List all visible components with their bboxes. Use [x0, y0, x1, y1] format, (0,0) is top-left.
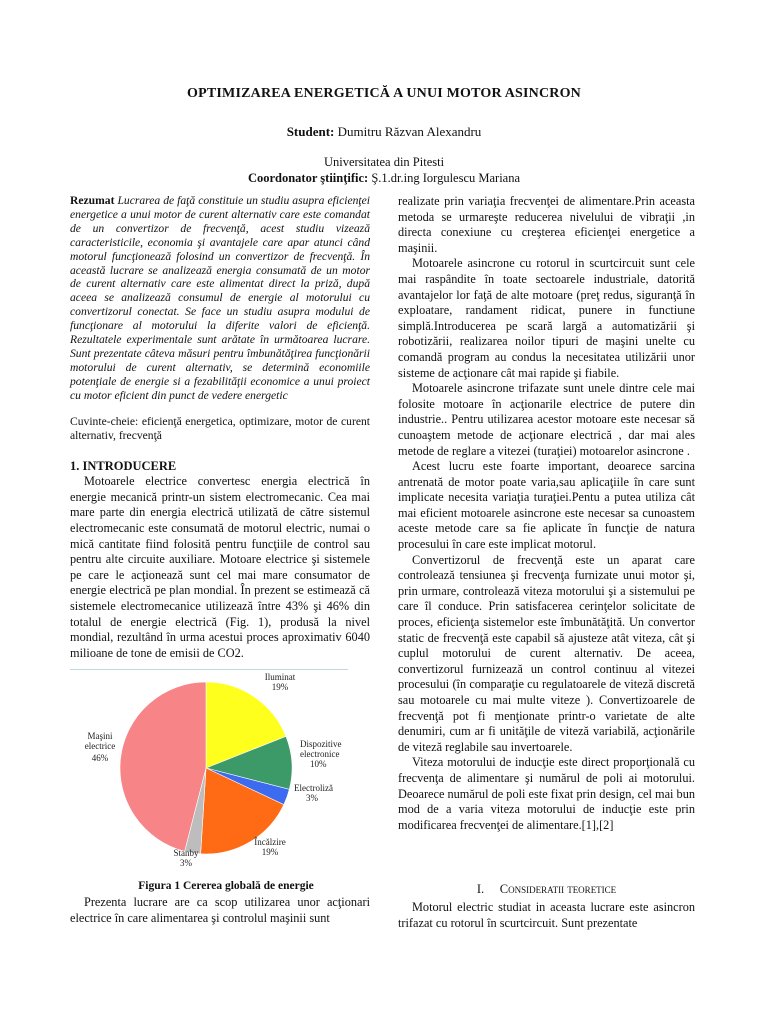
section2-title: Consideratii teoretice [499, 882, 617, 896]
keywords: Cuvinte-cheie: eficienţă energetica, optimizare, motor de curent alternativ, frecvenţă [70, 414, 370, 442]
left-column [70, 194, 370, 661]
label-iluminat-name: Iluminat [264, 672, 296, 682]
purpose-paragraph: Prezenta lucrare are ca scop utilizarea unor acţionari electrice în care alimentarea şi controlul maşinii sunt [70, 895, 370, 925]
label-dispozitive-value: 10% [310, 759, 327, 769]
label-electroliza-name: Electroliză [294, 783, 333, 793]
label-stanby-name: Stanby [173, 848, 199, 858]
label-dispozitive-line1: Dispozitive [300, 739, 342, 749]
section-heading-introducere: 1. INTRODUCERE [70, 458, 177, 473]
speed-paragraph: Viteza motorului de inducţie este direct proporţională cu frecvenţa de alimentare şi numărul de poli ai motorului. Deoarece numărul de poli este fixat prin design, cel mai bun mod de a varia viteza motorului de inducţie este prin modificarea frecvenţei de alimentare.[1],[2] [398, 755, 695, 832]
energy-pie-chart [70, 672, 382, 872]
intro-paragraph: Motoarele electrice convertesc energia electrică în energie mecanică printr-un sistem electromecanic. Cea mai mare parte din energia electrică utilizată de către sistemul electromecanic este consumată de motorul electric, numai o mică cantitate fiind folosită pentru funcţiile de control sau pentru alte circuite auxiliare. Motoare electrice şi sistemele pe care le acţionează sunt cel mai mare consumator de energie electrică pe plan mondial. În prezent se estimează că sistemele electromecanice utilizează între 43% şi 46% din totalul de energie electrică (Fig. 1), produsă la nivel mondial, rezultând în urma acestui proces aproximativ 6040 milioane de tone de emisii de CO2. [70, 474, 370, 660]
section2-number: I. [476, 882, 485, 896]
coordinator-label: Coordonator ştiinţific: [247, 171, 369, 185]
abstract-text: Lucrarea de faţă constituie un studiu asupra eficienţei energetice a unui motor de curent alternativ care este comandat de un convertizor de frecvenţă, acest studiu vizează caracteristicile, economia şi avantajele care apar atunci când motorul funcţionează folosind un convertizor de frecvenţă. În această lucrare se analizează energia consumată de un motor de curent alternativ care este alimentat direct la priză, după aceea se analizează consumul de energie al motorului cu convertizorul conectat. Se face un studiu asupra modului de funcţionare al motorului la diferite valori de eficienţă. Rezultatele experimentale sunt arătate în următoarea lucrare. Sunt prezentate câteva măsuri pentru îmbunătăţirea funcţionării motorului de curent alternativ, se determină economiile potenţiale de energie si a fezabilităţii economice a unui proiect cu motor eficient din punct de vedere energetic [70, 194, 370, 402]
three-phase-paragraph: Motoarele asincrone trifazate sunt unele dintre cele mai folosite motoare în acţionarile electrice de putere din industrie.. Pentru utilizarea acestor motoare este necesar să cunoaştem metode de acţionare electrică , dar mai ales metode de reglare a vitezei (turaţiei) motoarelor asincrone . [398, 381, 695, 458]
coordinator-line [0, 171, 768, 186]
page-title: OPTIMIZAREA ENERGETICĂ A UNUI MOTOR ASINCRON [187, 86, 581, 101]
motor-studied-paragraph: Motorul electric studiat in aceasta lucrare este asincron trifazat cu rotorul în scurtcircuit. Sunt prezentate [398, 900, 695, 930]
student-name: Dumitru Răzvan Alexandru [337, 124, 482, 139]
label-electroliza-value: 3% [306, 793, 318, 803]
student-label: Student: [286, 124, 335, 139]
figure-divider [70, 669, 348, 670]
abstract-label: Rezumat [70, 194, 115, 207]
load-variation-paragraph: Acest lucru este foarte important, deoarece sarcina antrenată de motor poate varia,sau aplicaţiile în care sunt implicate necesita variaţia turaţiei.Pentu a putea utiliza cât mai eficient motoarele asincrone este necesar sa cunoastem aceste metode care sa fie aplicate în funcţie de natura procesului în care este implicat motorul. [398, 459, 695, 552]
label-masini-line1: Maşini [87, 731, 113, 741]
coordinator-name: Ş.1.dr.ing Iorgulescu Mariana [371, 171, 521, 185]
async-motors-paragraph: Motoarele asincrone cu rotorul in scurtcircuit sunt cele mai raspândite în toate sectoarele industriale, datorită avantajelor lor faţă de alte motoare (preţ redus, siguranţă în exploatare, randament ridicat, punere in functiune simplă.Introducerea pe scară largă a automatizării şi robotizării, realizarea noilor tipuri de maşini unelte cu comandă program au condus la necesitatea utilizării unor sisteme de acţionare cât mai rapide şi fiabile. [398, 256, 695, 380]
label-masini-value: 46% [91, 753, 109, 763]
label-iluminat-value: 19% [271, 682, 289, 692]
label-incalzire-name: Încălzire [254, 837, 286, 847]
frequency-paragraph: realizate prin variaţia frecvenţei de alimentare.Prin aceasta metoda se urmareşte reducerea nivelului de vibraţii ,in directa conexiune cu creşterea eficienţei energetice a maşinii. [398, 194, 695, 255]
label-dispozitive-line2: electronice [300, 749, 340, 759]
label-stanby-value: 3% [180, 858, 192, 868]
label-incalzire-value: 19% [261, 847, 279, 857]
right-column [398, 194, 695, 833]
figure-caption: Figura 1 Cererea globală de energie [138, 880, 314, 892]
label-masini-line2: electrice [84, 741, 116, 751]
converter-paragraph: Convertizorul de frecvenţă este un aparat care controlează tensiunea şi frecvenţa furnizate unui motor şi, prin urmare, controlează viteza motorului şi a sistemului pe care îl conduce. Prin satisfacerea cerinţelor solicitate de proces, eficienţa sistemelor este îmbunătăţită. Un convertor static de frecvenţă este capabil să ajusteze atât viteza, cât şi cuplul motorului de curent alternativ. De aceea, convertizorul furnizează un control continuu al vitezei procesului (în comparaţie cu regulatoarele de viteză discretă sau motoarele cu mai multe viteze ). Convertizoarele de frecvenţă pot fi menţionate printr-o varietate de alte denumiri, cum ar fi unităţile de viteză variabilă, acţionările de viteză reglabile sau invertoarele. [398, 552, 695, 754]
student-line [0, 124, 768, 140]
left-column-bottom [70, 895, 370, 926]
right-column-bottom [398, 900, 695, 931]
university: Universitatea din Pitesti [323, 155, 445, 169]
abstract [70, 194, 370, 403]
section-heading-consideratii [398, 882, 695, 897]
